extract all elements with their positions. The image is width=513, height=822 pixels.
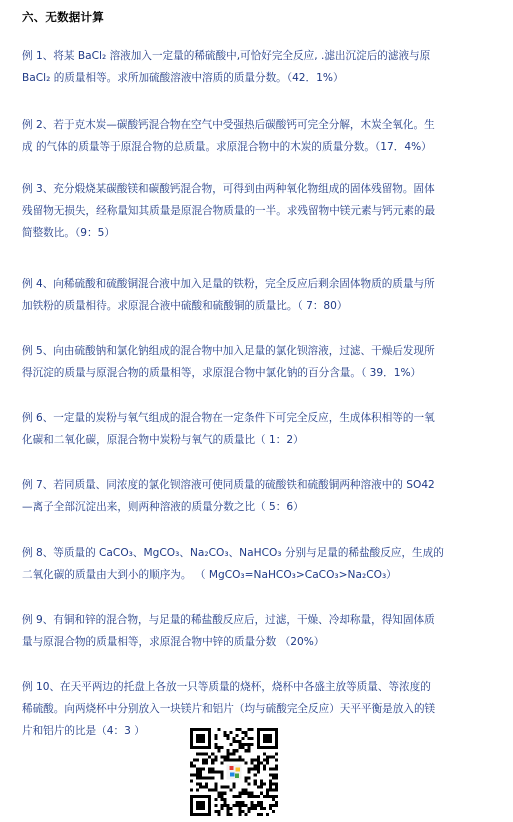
problem-line: 化碳和二氧化碳，原混合物中炭粉与氧气的质量比（ 1：2） bbox=[22, 434, 304, 446]
problem-7 bbox=[22, 474, 494, 518]
problem-line: 例 7、若同质量、同浓度的氯化钡溶液可使同质量的硫酸铁和硫酸铜两种溶液中的 SO42 bbox=[22, 479, 435, 491]
problem-line: 残留物无损失，经称量知其质量是原混合物质量的一半。求残留物中镁元素与钙元素的最 bbox=[22, 205, 436, 217]
problem-8 bbox=[22, 542, 494, 586]
problem-4 bbox=[22, 273, 494, 317]
problem-line: 成 的气体的质量等于原混合物的总质量。求原混合物中的木炭的质量分数。（17．4%） bbox=[22, 141, 432, 153]
problem-line: 二氧化碳的质量由大到小的顺序为。 （ MgCO₃=NaHCO₃>CaCO₃>Na₂CO₃） bbox=[22, 569, 397, 581]
problem-line: —离子全部沉淀出来，则两种溶液的质量分数之比（ 5：6） bbox=[22, 501, 304, 513]
problem-line: 例 2、若于克木炭—碳酸钙混合物在空气中受强热后碳酸钙可完全分解，木炭全氧化。生 bbox=[22, 119, 435, 131]
problem-line: 得沉淀的质量与原混合物的质量相等，求原混合物中氯化钠的百分含量。（ 39．1%） bbox=[22, 367, 422, 379]
problem-line: 例 6、一定量的炭粉与氧气组成的混合物在一定条件下可完全反应，生成体积相等的一氧 bbox=[22, 412, 435, 424]
problem-line: 例 1、将某 BaCl₂ 溶液加入一定量的稀硫酸中,可恰好完全反应, .滤出沉淀后的滤液与原 bbox=[22, 50, 431, 62]
problem-9 bbox=[22, 609, 494, 653]
problem-line: 例 3、充分煅烧某碳酸镁和碳酸钙混合物，可得到由两种氧化物组成的固体残留物。固体 bbox=[22, 183, 435, 195]
problem-line: 例 4、向稀硫酸和硫酸铜混合液中加入足量的铁粉，完全反应后剩余固体物质的质量与所 bbox=[22, 278, 435, 290]
problem-1 bbox=[22, 45, 494, 89]
problem-3 bbox=[22, 178, 494, 244]
problem-line: 例 5、向由硫酸钠和氯化钠组成的混合物中加入足量的氯化钡溶液，过滤、干燥后发现所 bbox=[22, 345, 435, 357]
problem-line: 简整数比。（9：5） bbox=[22, 227, 115, 239]
section-heading: 六、无数据计算 bbox=[22, 10, 104, 24]
problem-line: 例 9、有铜和锌的混合物，与足量的稀盐酸反应后，过滤，干燥、冷却称量，得知固体质 bbox=[22, 614, 435, 626]
problem-line: 量与原混合物的质量相等，求原混合物中锌的质量分数 （20%） bbox=[22, 636, 325, 648]
problem-line: BaCl₂ 的质量相等。求所加硫酸溶液中溶质的质量分数。（42．1%） bbox=[22, 72, 344, 84]
problem-line: 例 8、等质量的 CaCO₃、MgCO₃、Na₂CO₃、NaHCO₃ 分别与足量的稀盐酸反应，生成的 bbox=[22, 547, 444, 559]
qr-code-icon bbox=[190, 728, 278, 816]
problem-2 bbox=[22, 114, 494, 158]
problem-line: 片和铝片的比是（4：3 ） bbox=[22, 725, 145, 737]
problem-6 bbox=[22, 407, 494, 451]
problem-5 bbox=[22, 340, 494, 384]
problem-line: 例 10、在天平两边的托盘上各放一只等质量的烧杯，烧杯中各盛主放等质量、等浓度的 bbox=[22, 681, 431, 693]
problem-line: 加铁粉的质量相待。求原混合液中硫酸和硫酸铜的质量比。（ 7：80） bbox=[22, 300, 348, 312]
problem-line: 稀硫酸。向两烧杯中分别放入一块镁片和铝片（均与硫酸完全反应）天平平衡是放入的镁 bbox=[22, 703, 436, 715]
